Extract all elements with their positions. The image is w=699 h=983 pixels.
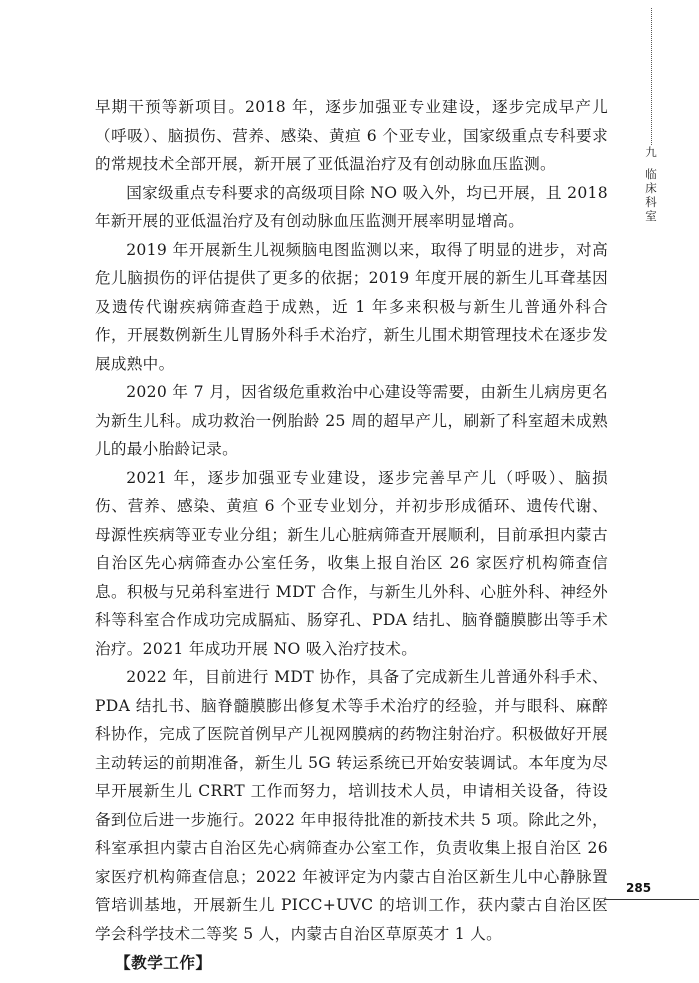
paragraph: 2021 年，逐步加强亚专业建设，逐步完善早产儿（呼吸）、脑损伤、营养、感染、黄疸 6 个亚专业划分，并初步形成循环、遗传代谢、母源性疾病等亚专业分组；新生儿心脏病筛查开展顺利，目前承担内蒙古自治区先心病筛查办公室任务，收集上报自治区 26 家医疗机构筛查信息。积极与兄弟科室进行 MDT 合作，与新生儿外科、心脏外科、神经外科等科室合作成功完成膈疝、肠穿孔、PDA 结扎、脑脊髓膜膨出等手术治疗。2021 年成功开展 NO 吸入治疗技术。 — [95, 468, 608, 658]
chapter-title: 临床科室 — [645, 167, 657, 223]
chapter-number: 九 — [645, 145, 657, 159]
chapter-side-label — [643, 145, 659, 223]
paragraph: 2019 年开展新生儿视频脑电图监测以来，取得了明显的进步，对高危儿脑损伤的评估提供了更多的依据；2019 年度开展的新生儿耳聋基因及遗传代谢疾病筛查趋于成熟，近 1 年多来积极与新生儿普通外科合作，开展数例新生儿胃肠外科手术治疗，新生儿围术期管理技术在逐步发展成熟中。 — [95, 240, 608, 373]
paragraph: 国家级重点专科要求的高级项目除 NO 吸入外，均已开展，且 2018 年新开展的亚低温治疗及有创动脉血压监测开展率明显增高。 — [95, 183, 608, 230]
paragraph: 2020 年 7 月，因省级危重救治中心建设等需要，由新生儿病房更名为新生儿科。成功救治一例胎龄 25 周的超早产儿，刷新了科室超未成熟儿的最小胎龄记录。 — [95, 383, 608, 458]
section-heading: 【教学工作】 — [115, 954, 212, 972]
page-body — [95, 93, 608, 978]
side-dotted-rule — [651, 8, 652, 145]
page-number-rule — [604, 899, 699, 900]
paragraph: 2022 年，目前进行 MDT 协作，具备了完成新生儿普通外科手术、PDA 结扎书、脑脊髓膜膨出修复术等手术治疗的经验，并与眼科、麻醉科协作，完成了医院首例早产儿视网膜病的药物注射治疗。积极做好开展主动转运的前期准备，新生儿 5G 转运系统已开始安装调试。本年度为尽早开展新生儿 CRRT 工作而努力，培训技术人员，申请相关设备，待设备到位后进一步施行。2022 年申报待批准的新技术共 5 项。除此之外，科室承担内蒙古自治区先心病筛查办公室工作，负责收集上报自治区 26 家医疗机构筛查信息；2022 年被评定为内蒙古自治区新生儿中心静脉置管培训基地，开展新生儿 PICC+UVC 的培训工作，获内蒙古自治区医学会科学技术二等奖 5 人，内蒙古自治区草原英才 1 人。 — [95, 668, 608, 943]
page-number: 285 — [626, 881, 652, 895]
paragraph: 早期干预等新项目。2018 年，逐步加强亚专业建设，逐步完成早产儿（呼吸）、脑损伤、营养、感染、黄疸 6 个亚专业，国家级重点专科要求的常规技术全部开展，新开展了亚低温治疗及有创动脉血压监测。 — [95, 98, 608, 173]
